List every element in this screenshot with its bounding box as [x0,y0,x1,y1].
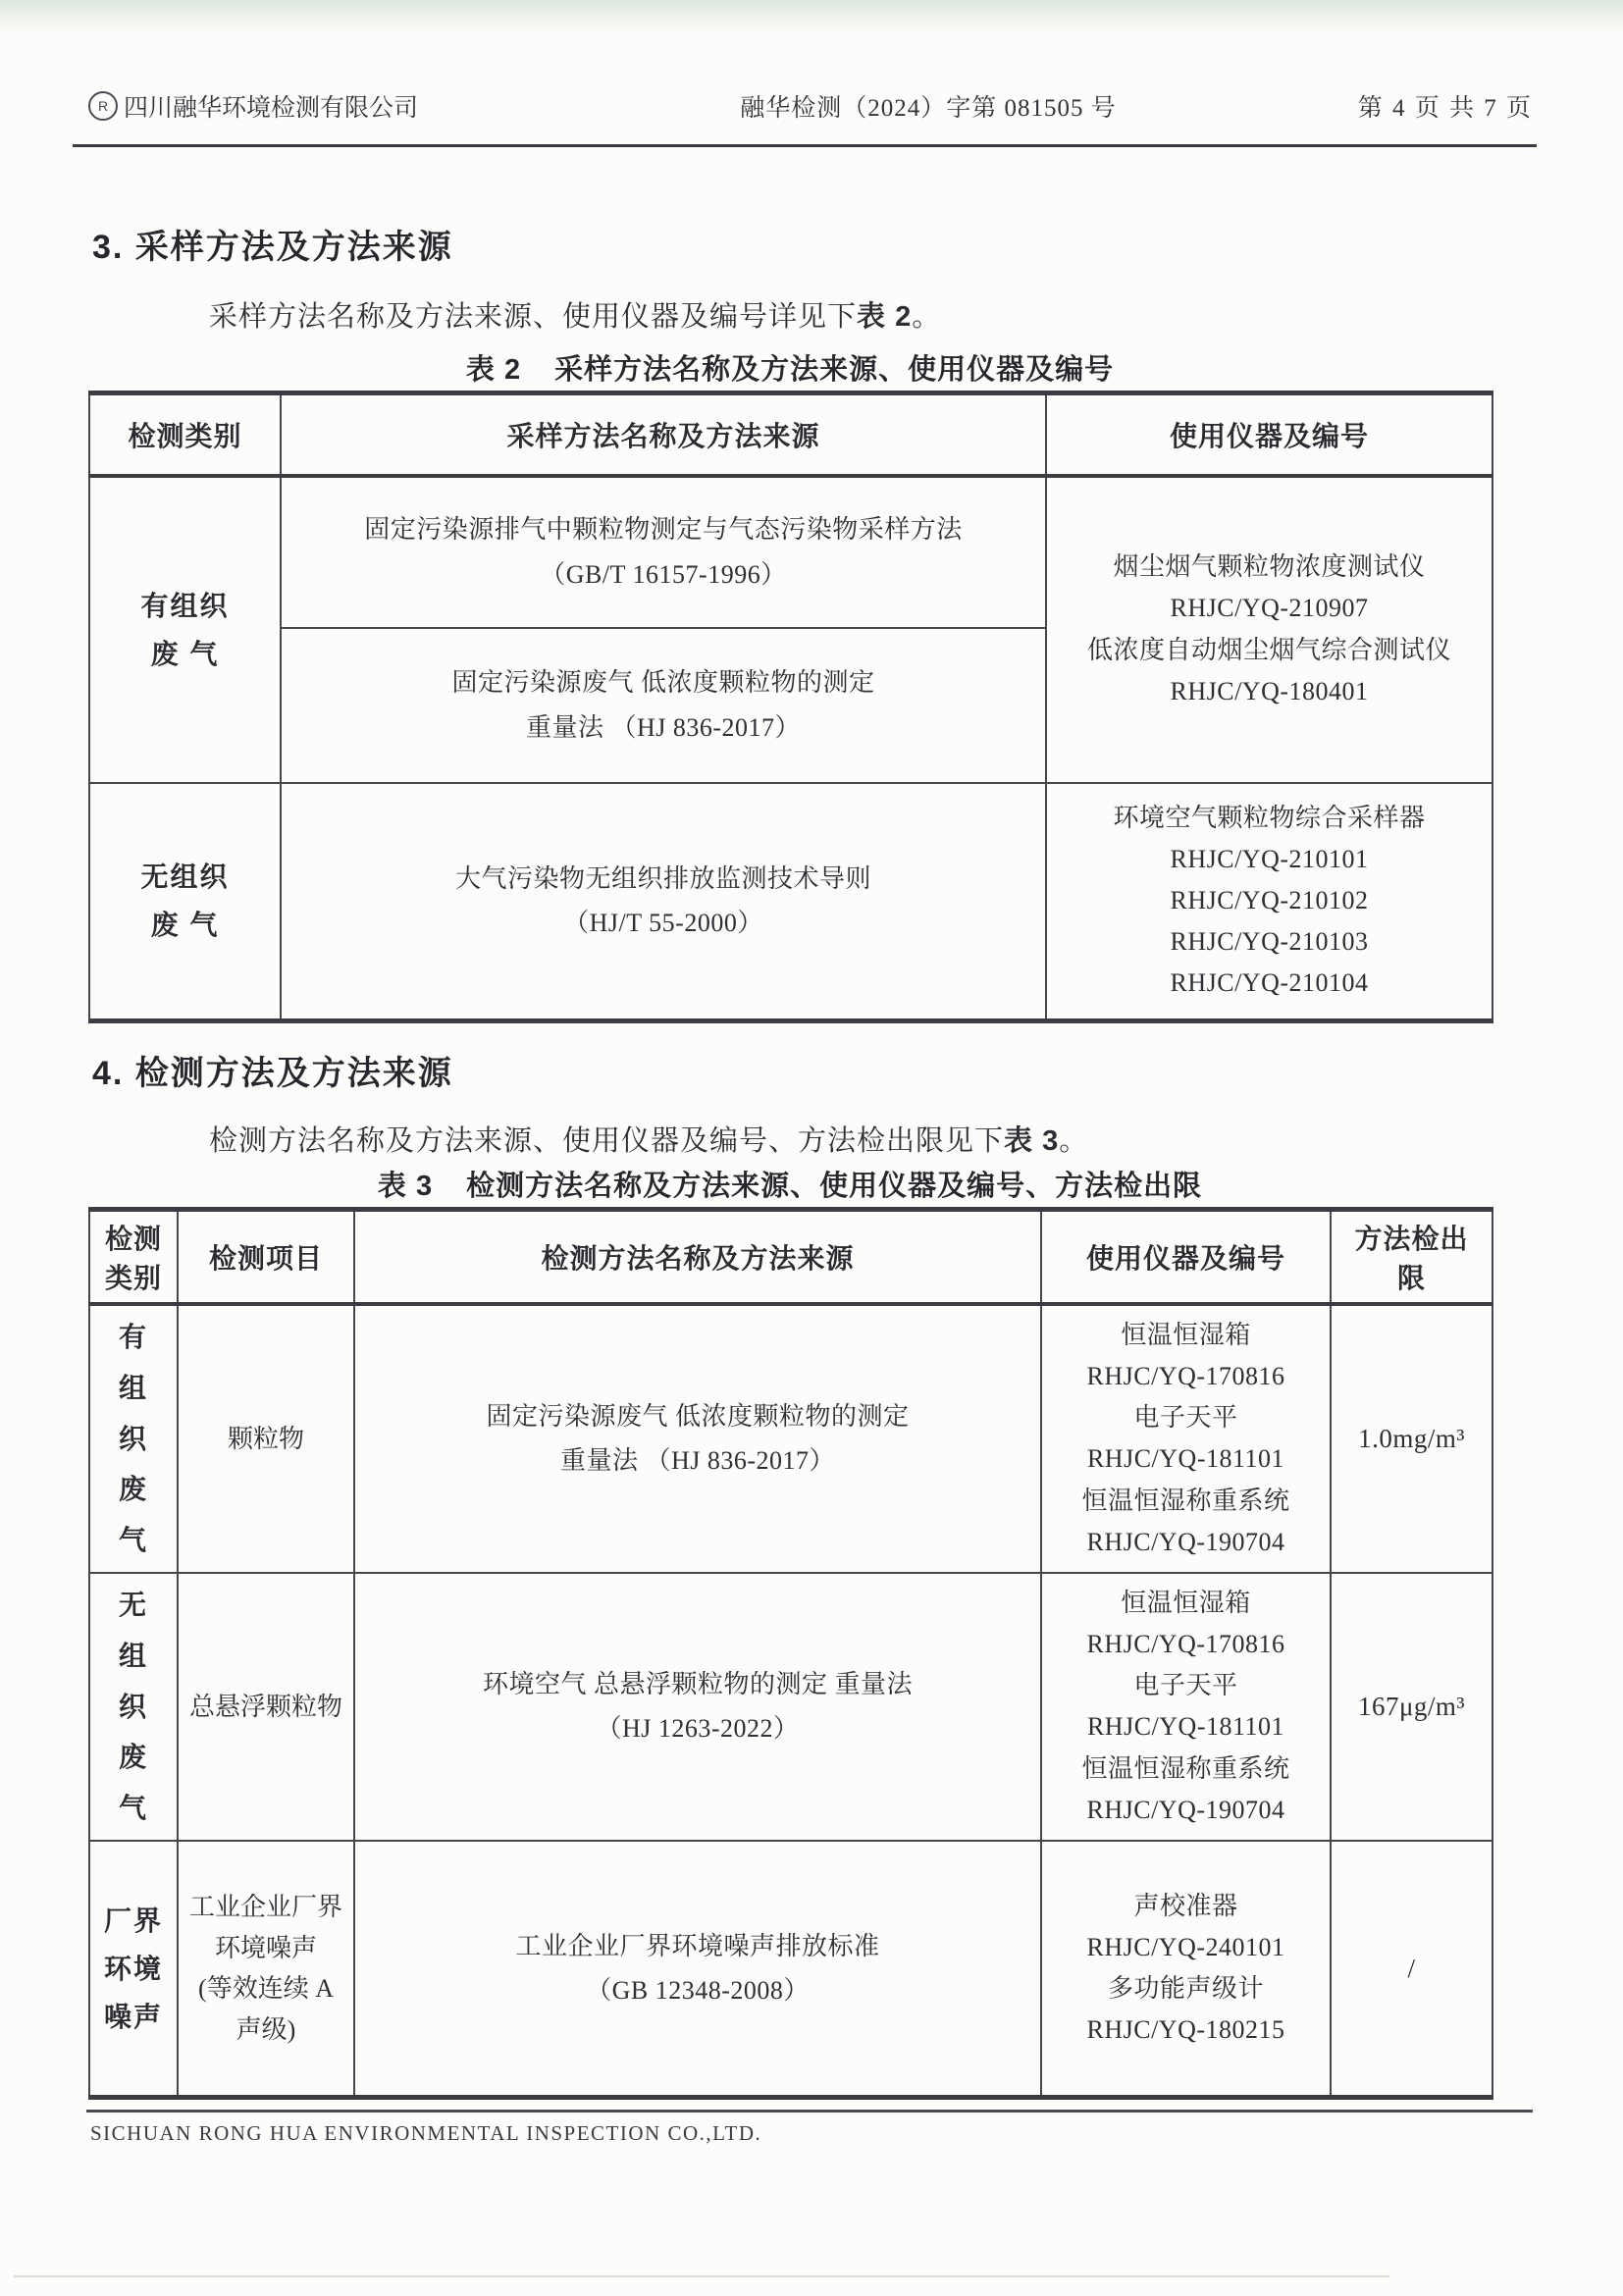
instrument-line: RHJC/YQ-240101 [1086,1933,1285,1962]
instrument-line: 环境空气颗粒物综合采样器 [1113,803,1426,832]
detection-limit-cell: / [1331,1841,1492,2098]
item-line: 总悬浮颗粒物 [188,1692,342,1721]
company-header [88,88,599,124]
instrument-cell [1046,783,1492,1021]
category-char: 织 [118,1423,148,1454]
instrument-line: RHJC/YQ-181101 [1086,1712,1285,1742]
sampling-methods-table [88,391,1493,1023]
column-header-method: 采样方法名称及方法来源 [281,393,1046,476]
table3-caption [88,1164,1492,1204]
instrument-line: 多功能声级计 [1107,1974,1264,2004]
detection-limit-cell: 167μg/m³ [1331,1573,1492,1841]
header-divider [73,144,1537,147]
category-char: 组 [118,1372,148,1403]
table3-caption-label: 表 3 [377,1171,434,1202]
method-cell [354,1841,1041,2098]
section3-heading: 3. 采样方法及方法来源 [92,229,453,266]
item-cell [178,1573,354,1841]
category-cell [89,1573,178,1841]
instrument-line: 声校准器 [1133,1892,1238,1920]
table2-caption-label: 表 2 [465,354,522,386]
page-header [88,88,1533,124]
instrument-line: 电子天平 [1133,1403,1238,1433]
column-header-category [89,1210,178,1305]
instrument-cell [1041,1573,1331,1841]
category-line: 噪声 [103,2001,163,2032]
instrument-line: 恒温恒湿称重系统 [1081,1486,1290,1515]
item-line: (等效连续 A 声级) [198,1974,334,2044]
instrument-line: RHJC/YQ-190704 [1086,1527,1285,1556]
category-char: 气 [118,1525,148,1556]
company-name: 四川融华环境检测有限公司 [124,95,419,122]
instrument-cell [1041,1304,1331,1573]
instrument-line: RHJC/YQ-210104 [1170,968,1369,998]
detection-limit-cell: 1.0mg/m³ [1331,1304,1492,1573]
instrument-line: 恒温恒湿箱 [1121,1321,1251,1350]
method-line: 固定污染源废气 低浓度颗粒物的测定 [486,1401,910,1431]
table3-caption-text: 检测方法名称及方法来源、使用仪器及编号、方法检出限 [466,1171,1203,1202]
category-char: 废 [118,1474,148,1505]
section4-intro [209,1119,1088,1159]
column-header-line: 类别 [104,1263,162,1293]
column-header-instrument: 使用仪器及编号 [1041,1210,1331,1305]
method-line: （GB/T 16157-1996） [540,559,787,589]
table-row [89,476,1492,628]
column-header-category: 检测类别 [89,393,281,476]
instrument-line: 恒温恒湿称重系统 [1081,1753,1290,1783]
method-line: （HJ/T 55-2000） [563,909,763,938]
table-header-row [89,393,1492,476]
instrument-line: RHJC/YQ-170816 [1086,1362,1285,1391]
category-line: 厂界 [103,1905,163,1936]
table-row [89,1573,1492,1841]
circular-company-seal-icon: R [88,91,118,121]
table-row [89,1304,1492,1573]
section3-intro-table-ref: 表 2 [857,301,913,333]
category-char: 废 [118,1742,148,1773]
item-line: 颗粒物 [227,1424,304,1453]
section3-intro-period: 。 [912,301,942,333]
column-header-line: 检测 [104,1224,162,1254]
instrument-line: RHJC/YQ-180215 [1086,2015,1285,2045]
method-cell [281,476,1046,628]
method-cell [354,1573,1041,1841]
table2-caption [88,347,1492,388]
table-header-row [89,1210,1492,1305]
instrument-line: RHJC/YQ-210101 [1170,845,1369,874]
instrument-line: 电子天平 [1133,1671,1238,1700]
category-cell [89,1841,178,2098]
testing-methods-table [88,1207,1493,2100]
category-cell [89,1304,178,1573]
category-line: 无组织 [140,861,230,893]
instrument-line: 烟尘烟气颗粒物浓度测试仪 [1113,552,1426,582]
column-header-instrument: 使用仪器及编号 [1046,393,1492,476]
scan-artifact-top [0,0,1623,35]
method-line: 环境空气 总悬浮颗粒物的测定 重量法 [482,1669,913,1698]
category-cell [89,783,281,1021]
column-header-item: 检测项目 [178,1210,354,1305]
instrument-line: RHJC/YQ-180401 [1170,676,1369,705]
category-char: 有 [118,1322,148,1352]
method-line: 大气污染物无组织排放监测技术导则 [454,863,871,893]
category-char: 无 [118,1589,148,1620]
item-line: 环境噪声 [214,1933,317,1962]
method-line: 工业企业厂界环境噪声排放标准 [515,1931,880,1960]
column-header-limit: 方法检出限 [1331,1210,1492,1305]
method-line: （HJ 1263-2022） [596,1714,800,1744]
method-cell [281,783,1046,1021]
method-line: （GB 12348-2008） [586,1976,810,2006]
instrument-line: RHJC/YQ-210103 [1170,927,1369,957]
category-cell [89,476,281,783]
instrument-line: RHJC/YQ-170816 [1086,1630,1285,1659]
instrument-line: RHJC/YQ-190704 [1086,1795,1285,1824]
item-line: 工业企业厂界 [188,1893,342,1922]
category-line: 废 气 [150,910,220,941]
method-cell [281,628,1046,783]
category-char: 气 [118,1793,148,1824]
scan-artifact-bottom [14,2275,1389,2277]
category-char: 组 [118,1640,148,1671]
page-indicator: 第 4 页 共 7 页 [1357,95,1533,122]
category-line: 废 气 [150,638,220,669]
section3-intro-text: 采样方法名称及方法来源、使用仪器及编号详见下 [209,301,858,333]
instrument-line: 低浓度自动烟尘烟气综合测试仪 [1086,635,1451,664]
instrument-cell [1046,476,1492,783]
instrument-line: RHJC/YQ-210907 [1170,594,1369,623]
item-cell [178,1841,354,2098]
section4-heading: 4. 检测方法及方法来源 [92,1055,453,1092]
section4-intro-text: 检测方法名称及方法来源、使用仪器及编号、方法检出限见下 [209,1125,1005,1157]
instrument-cell [1041,1841,1331,2098]
instrument-line: RHJC/YQ-181101 [1086,1444,1285,1474]
method-cell [354,1304,1041,1573]
instrument-line: RHJC/YQ-210102 [1170,886,1369,915]
table2-caption-text: 采样方法名称及方法来源、使用仪器及编号 [554,354,1115,386]
section4-intro-period: 。 [1059,1125,1089,1157]
column-header-method: 检测方法名称及方法来源 [354,1210,1041,1305]
method-line: 重量法 （HJ 836-2017） [559,1446,836,1476]
method-line: 固定污染源排气中颗粒物测定与气态污染物采样方法 [364,515,963,544]
item-cell [178,1304,354,1573]
footer-company-name-en: SICHUAN RONG HUA ENVIRONMENTAL INSPECTION CO.,LTD. [90,2121,762,2145]
table-row [89,1841,1492,2098]
report-number: 融华检测（2024）字第 081505 号 [740,95,1117,122]
instrument-line: 恒温恒湿箱 [1121,1589,1251,1618]
method-line: 固定污染源废气 低浓度颗粒物的测定 [451,668,875,697]
category-line: 有组织 [140,590,230,621]
footer-divider [86,2110,1533,2113]
method-line: 重量法 （HJ 836-2017） [525,712,802,742]
section4-intro-table-ref: 表 3 [1004,1125,1060,1157]
category-line: 环境 [103,1953,163,1984]
section3-intro [209,294,941,335]
table-row [89,783,1492,1021]
category-char: 织 [118,1691,148,1722]
